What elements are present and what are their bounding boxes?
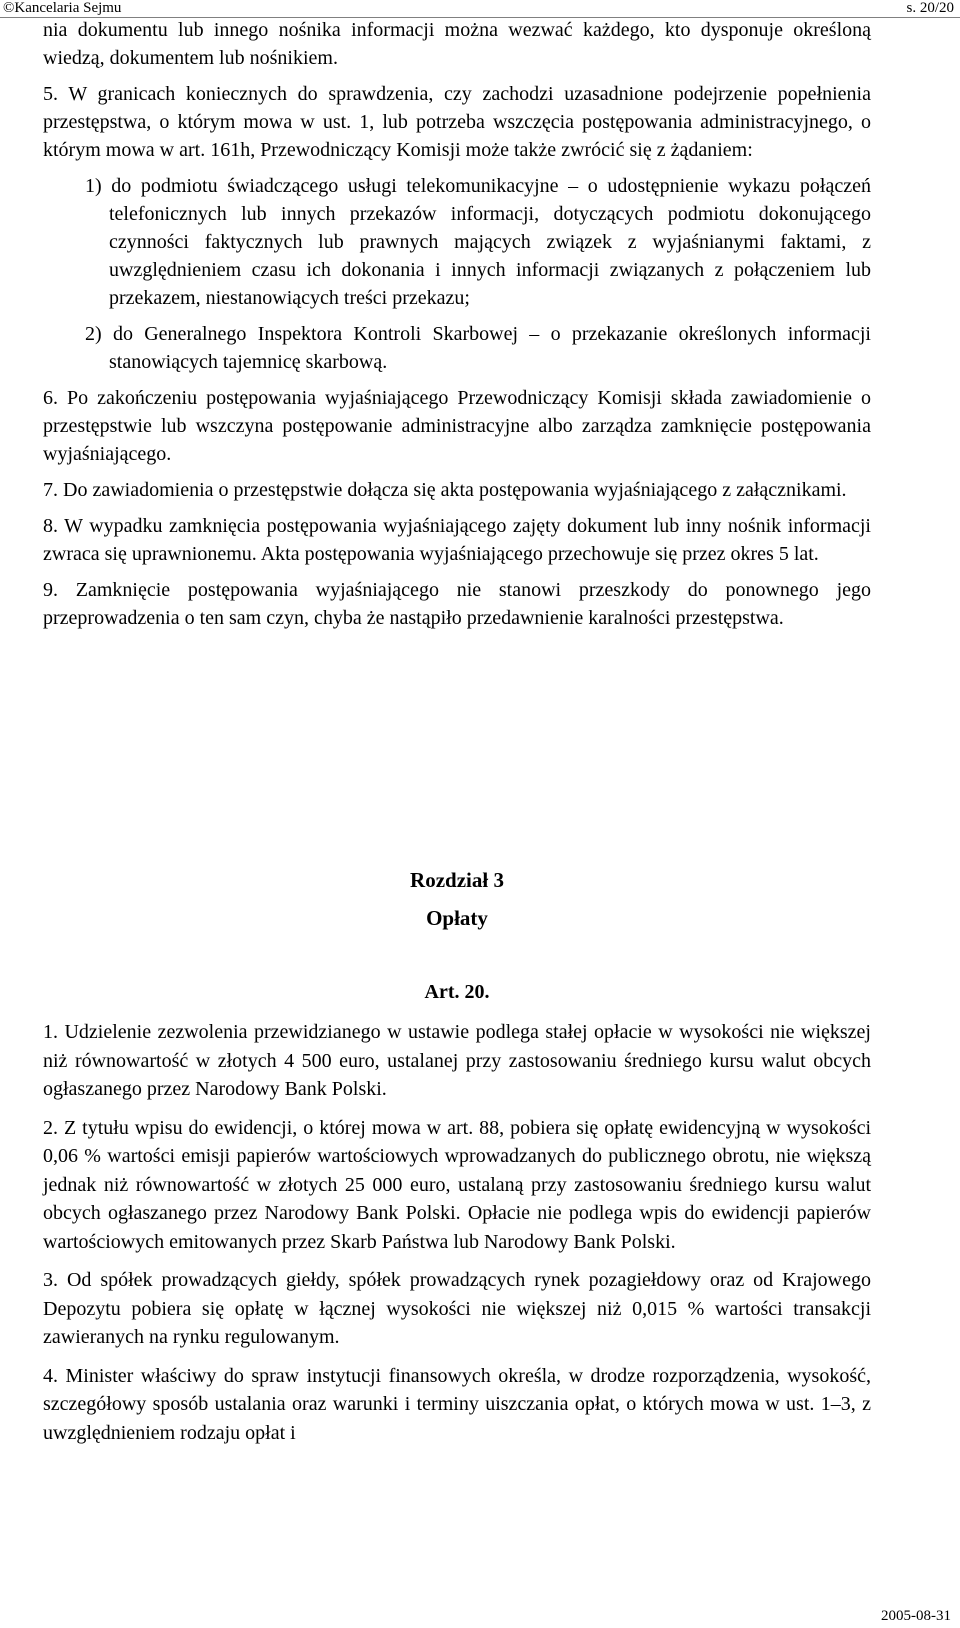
chapter-number: Rozdział 3 (410, 868, 504, 892)
article-paragraph-1: 1. Udzielenie zezwolenia przewidzianego w ustawie podlega stałej opłacie w wysokości nie większej niż równowartość w złotych 4 500 euro, ustalanej przy zastosowaniu średniego kursu walut obcych ogłaszanego przez Narodowy Bank Polski. (43, 1021, 871, 1100)
point-1: 1) do podmiotu świadczącego usługi telekomunikacyjne – o udostępnienie wykazu połączeń telefonicznych lub innych przekazów informacji, dotyczących podmiotu dokonującego czynności faktycznych lub prawnych mających związek z wyjaśnianymi faktami, z uwzględnieniem czasu ich dokonania i innych informacji związanych z połączeniem lub przekazem, niestanowiących treści przekazu; (85, 175, 871, 309)
paragraph-9: 9. Zamknięcie postępowania wyjaśniającego nie stanowi przeszkody do ponownego jego przeprowadzenia o ten sam czyn, chyba że nastąpiło przedawnienie karalności przestępstwa. (43, 579, 871, 629)
body-text (43, 16, 871, 632)
header-publisher: ©Kancelaria Sejmu (3, 0, 122, 16)
point-2: 2) do Generalnego Inspektora Kontroli Skarbowej – o przekazanie określonych informacji stanowiących tajemnicę skarbową. (85, 323, 871, 373)
article-text (43, 1018, 871, 1457)
footer-date: 2005-08-31 (881, 1608, 951, 1624)
paragraph-7: 7. Do zawiadomienia o przestępstwie dołącza się akta postępowania wyjaśniającego z załącznikami. (43, 479, 847, 501)
paragraph-6: 6. Po zakończeniu postępowania wyjaśniającego Przewodniczący Komisji składa zawiadomienie o przestępstwie lub wszczyna postępowanie administracyjne albo zarządza zamknięcie postępowania wyjaśniającego. (43, 387, 871, 465)
article-paragraph-4: 4. Minister właściwy do spraw instytucji finansowych określa, w drodze rozporządzenia, wysokość, szczegółowy sposób ustalania oraz warunki i terminy uiszczania opłat, o których mowa w ust. 1–3, z uwzględnieniem rodzaju opłat i (43, 1364, 871, 1444)
paragraph-5: 5. W granicach koniecznych do sprawdzenia, czy zachodzi uzasadnione podejrzenie popełnienia przestępstwa, o którym mowa w ust. 1, lub potrzeba wszczęcia postępowania administracyjnego, o którym mowa w art. 161h, Przewodniczący Komisji może także zwrócić się z żądaniem: (43, 83, 871, 161)
paragraph-5-points (61, 172, 871, 376)
article-heading: Art. 20. (424, 981, 490, 1003)
continued-paragraph: nia dokumentu lub innego nośnika informacji można wezwać każdego, kto dysponuje określoną wiedzą, dokumentem lub nośnikiem. (43, 19, 871, 69)
paragraph-8: 8. W wypadku zamknięcia postępowania wyjaśniającego zajęty dokument lub inny nośnik informacji zwraca się uprawnionemu. Akta postępowania wyjaśniającego przechowuje się przez okres 5 lat. (43, 515, 871, 565)
header-page-number: s. 20/20 (906, 0, 954, 16)
article-paragraph-3: 3. Od spółek prowadzących giełdy, spółek prowadzących rynek pozagiełdowy oraz od Krajowego Depozytu pobiera się opłatę w łącznej wysokości nie większej niż 0,015 % wartości transakcji zawieranych na rynku regulowanym. (43, 1269, 871, 1348)
article-paragraph-2: 2. Z tytułu wpisu do ewidencji, o której mowa w art. 88, pobiera się opłatę ewidencyjną w wysokości 0,06 % wartości emisji papierów wartościowych wprowadzanych do publicznego obrotu, nie większą jednak niż równowartość w złotych 25 000 euro, ustalaną przy zastosowaniu średniego kursu walut obcych ogłaszanego przez Narodowy Bank Polski. Opłacie nie podlega wpis do ewidencji papierów wartościowych emitowanych przez Skarb Państwa lub Narodowy Bank Polski. (43, 1116, 871, 1253)
chapter-title: Opłaty (426, 906, 488, 930)
